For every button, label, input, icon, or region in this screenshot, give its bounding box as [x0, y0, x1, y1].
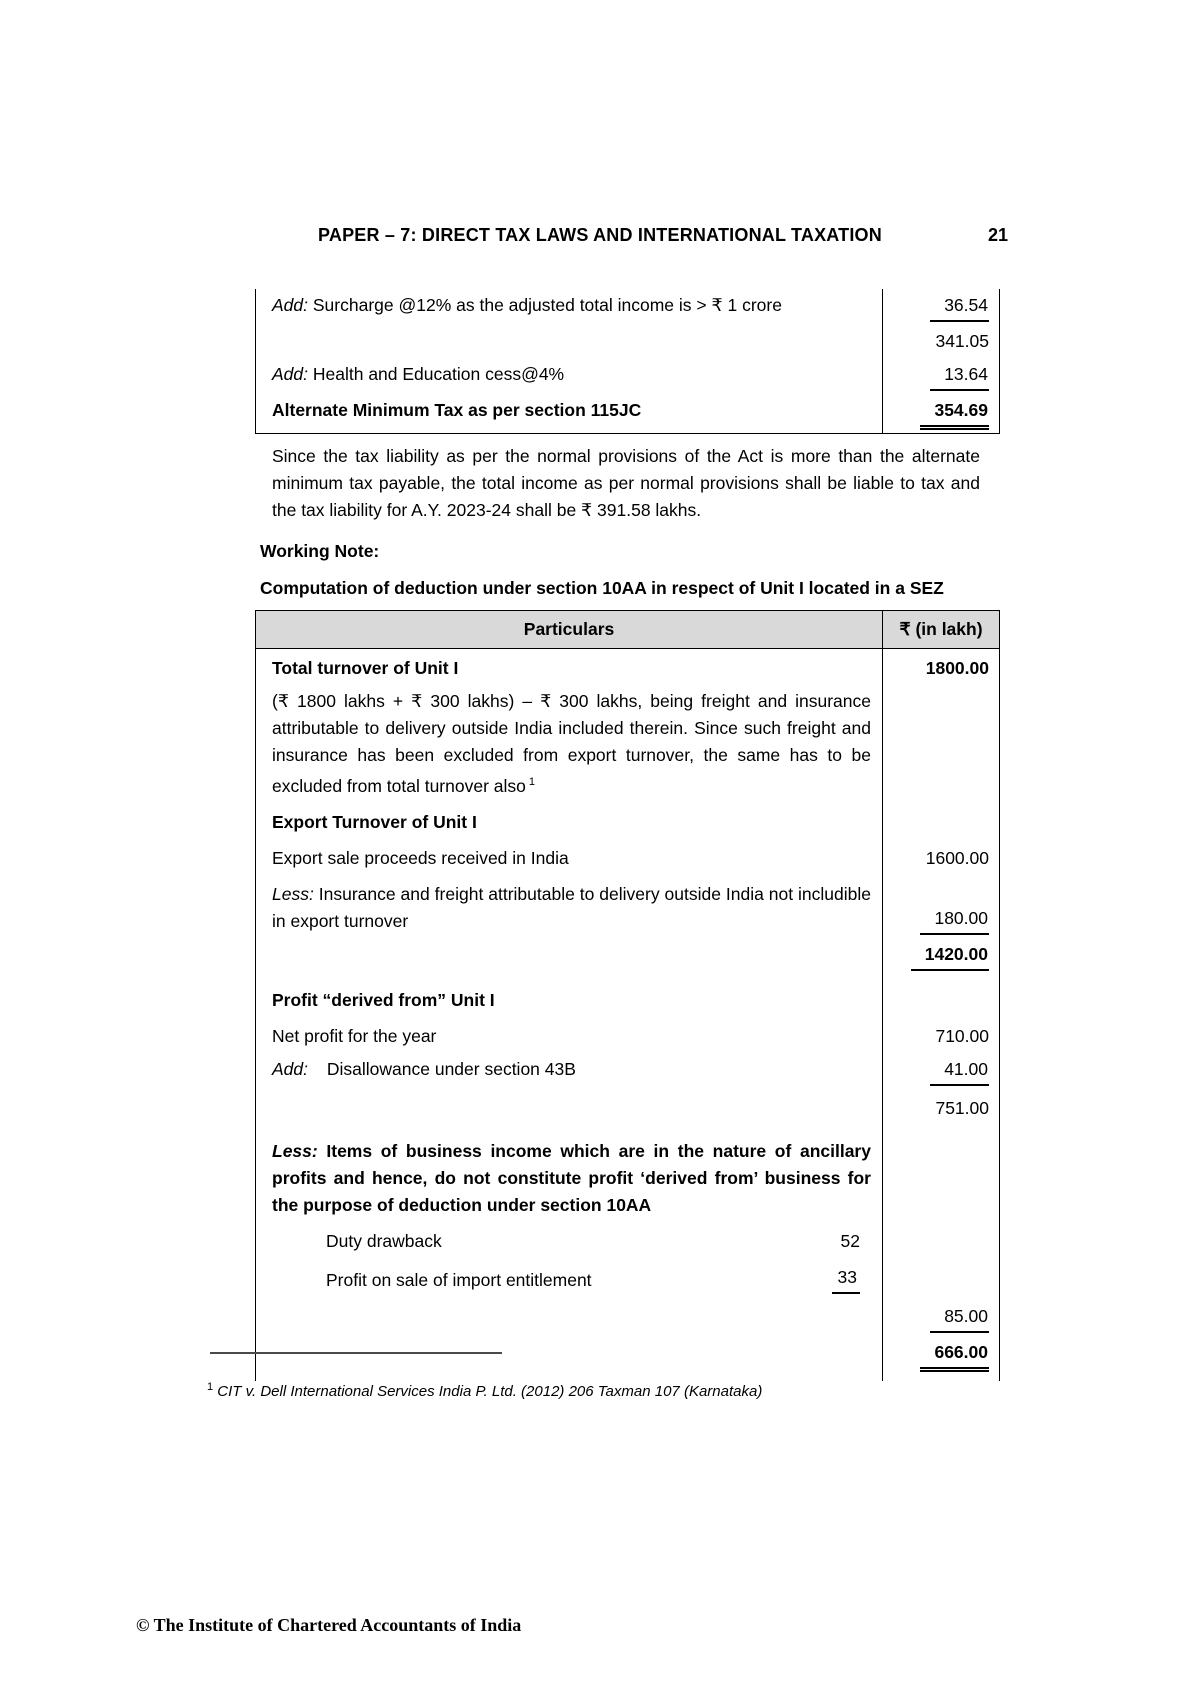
- row-value: 1800.00: [925, 658, 989, 678]
- table-header-row: [256, 611, 1000, 649]
- cell-particulars: [256, 974, 883, 1017]
- table-row-import-entitlement: [256, 1258, 1000, 1297]
- cell-particulars: [256, 325, 883, 358]
- row-label: Net profit for the year: [272, 1025, 437, 1046]
- cell-amount: [883, 1089, 1000, 1125]
- row-value: 36.54: [930, 292, 989, 322]
- cell-amount: [883, 1017, 1000, 1053]
- row-value: 41.00: [930, 1056, 989, 1086]
- cell-amount: [883, 1258, 1000, 1297]
- table-row-export-turnover-heading: [256, 803, 1000, 839]
- table-row-less-insurance: [256, 875, 1000, 938]
- row-value: 1600.00: [925, 847, 989, 868]
- row-prefix: Less:: [272, 1140, 318, 1161]
- row-label: Disallowance under section 43B: [326, 1058, 576, 1079]
- amt-computation-table: [255, 289, 1000, 434]
- row-label: Export Turnover of Unit I: [272, 811, 477, 832]
- footnote-marker: 1: [207, 1381, 214, 1393]
- cell-amount: [883, 1222, 1000, 1258]
- table-row-net-profit: [256, 1017, 1000, 1053]
- footnote: [207, 1374, 762, 1405]
- page-header: [255, 222, 1008, 249]
- sub-item: [326, 1264, 872, 1294]
- table-row-total-turnover: [256, 649, 1000, 686]
- cell-amount: [883, 1336, 1000, 1381]
- row-prefix: Add:: [272, 295, 308, 315]
- cell-particulars: [256, 685, 883, 803]
- row-inner-value: 52: [840, 1230, 860, 1251]
- cell-particulars: [256, 394, 883, 434]
- table-row-ancillary-total: [256, 1297, 1000, 1336]
- table-row-export-proceeds: [256, 839, 1000, 875]
- sub-item: [326, 1228, 872, 1255]
- cell-amount: [883, 974, 1000, 1017]
- table-row-less-items: [256, 1125, 1000, 1222]
- row-label: Items of business income which are in the nature of ancillary profits and hence, do not constitute profit ‘derived from’ business for the purpose of deduction under section 10AA: [272, 1140, 871, 1215]
- page-number: 21: [987, 225, 1008, 245]
- row-prefix: Less:: [272, 883, 314, 904]
- cell-amount: [883, 649, 1000, 686]
- cell-amount: [883, 875, 1000, 938]
- row-value: 751.00: [935, 1097, 989, 1118]
- cell-amount: [883, 325, 1000, 358]
- row-text: (₹ 1800 lakhs + ₹ 300 lakhs) – ₹ 300 lakhs, being freight and insurance attributable to delivery outside India included therein. Since such freight and insurance has been excluded from export turnover, the same has to be excluded from total turnover also: [272, 691, 871, 796]
- row-prefix: Add:: [272, 364, 308, 384]
- column-header-particulars: Particulars: [256, 611, 883, 649]
- table-row-subtotal: [256, 325, 1000, 358]
- working-note-label: Working Note:: [260, 541, 380, 561]
- cell-particulars: [256, 1053, 883, 1089]
- cell-particulars: [256, 1125, 883, 1222]
- cell-particulars: [256, 1258, 883, 1297]
- cell-amount: [883, 1125, 1000, 1222]
- cell-amount: [883, 938, 1000, 974]
- copyright-footer: © The Institute of Chartered Accountants of India: [136, 1615, 522, 1635]
- row-value: 13.64: [930, 361, 989, 391]
- row-label: Health and Education cess@4%: [312, 364, 565, 384]
- row-value: 341.05: [935, 331, 989, 351]
- row-inner-value: 33: [832, 1264, 860, 1294]
- cell-particulars: [256, 839, 883, 875]
- cell-particulars: [256, 649, 883, 686]
- row-label: Surcharge @12% as the adjusted total income is > ₹ 1 crore: [312, 295, 782, 315]
- cell-amount: [883, 685, 1000, 803]
- cell-particulars: [256, 1222, 883, 1258]
- row-value: 354.69: [920, 397, 989, 430]
- row-label: Export sale proceeds received in India: [272, 847, 569, 868]
- cell-amount: [883, 1297, 1000, 1336]
- table-row-subtotal: [256, 1089, 1000, 1125]
- row-label: Profit “derived from” Unit I: [272, 989, 495, 1010]
- cell-particulars: [256, 1017, 883, 1053]
- row-prefix: Add:: [272, 1058, 308, 1079]
- row-value: 1420.00: [911, 941, 989, 971]
- cell-amount: [883, 289, 1000, 325]
- cell-amount: [883, 358, 1000, 394]
- cell-particulars: [256, 358, 883, 394]
- table-row-amt-total: [256, 394, 1000, 434]
- page-content: [255, 222, 1008, 1381]
- row-value: 85.00: [930, 1303, 989, 1333]
- page-title: PAPER – 7: DIRECT TAX LAWS AND INTERNATIONAL TAXATION: [318, 225, 882, 245]
- row-value: 180.00: [920, 905, 989, 935]
- row-label: Total turnover of Unit I: [272, 658, 459, 678]
- footnote-separator: [210, 1352, 502, 1354]
- table-row-duty-drawback: [256, 1222, 1000, 1258]
- cell-particulars: [256, 289, 883, 325]
- table-row-surcharge: [256, 289, 1000, 325]
- cell-amount: [883, 839, 1000, 875]
- cell-particulars: [256, 938, 883, 974]
- cell-particulars: [256, 1089, 883, 1125]
- row-label: Insurance and freight attributable to delivery outside India not includible in export turnover: [272, 883, 871, 931]
- row-label: Alternate Minimum Tax as per section 115JC: [272, 400, 642, 420]
- cell-amount: [883, 1053, 1000, 1089]
- table-row-turnover-note: [256, 685, 1000, 803]
- row-label: Profit on sale of import entitlement: [326, 1269, 592, 1290]
- cell-particulars: [256, 1297, 883, 1336]
- working-note-table: [255, 610, 1000, 1381]
- table-row-add-disallowance: [256, 1053, 1000, 1089]
- row-value: 666.00: [920, 1339, 989, 1372]
- footnote-reference: 1: [528, 776, 536, 788]
- cell-particulars: [256, 803, 883, 839]
- computation-heading: Computation of deduction under section 10AA in respect of Unit I located in a SEZ: [260, 578, 944, 598]
- table-row-profit-heading: [256, 974, 1000, 1017]
- footnote-text: CIT v. Dell International Services India P. Ltd. (2012) 206 Taxman 107 (Karnataka): [217, 1383, 763, 1400]
- table-row-export-turnover-total: [256, 938, 1000, 974]
- conclusion-paragraph: Since the tax liability as per the normal provisions of the Act is more than the alternate minimum tax payable, the total income as per normal provisions shall be liable to tax and the tax liability for A.Y. 2023-24 shall be ₹ 391.58 lakhs.: [272, 446, 980, 520]
- cell-particulars: [256, 875, 883, 938]
- row-label: Duty drawback: [326, 1230, 442, 1251]
- column-header-amount: ₹ (in lakh): [883, 611, 1000, 649]
- cell-amount: [883, 803, 1000, 839]
- row-value: 710.00: [935, 1025, 989, 1046]
- table-row-cess: [256, 358, 1000, 394]
- cell-amount: [883, 394, 1000, 434]
